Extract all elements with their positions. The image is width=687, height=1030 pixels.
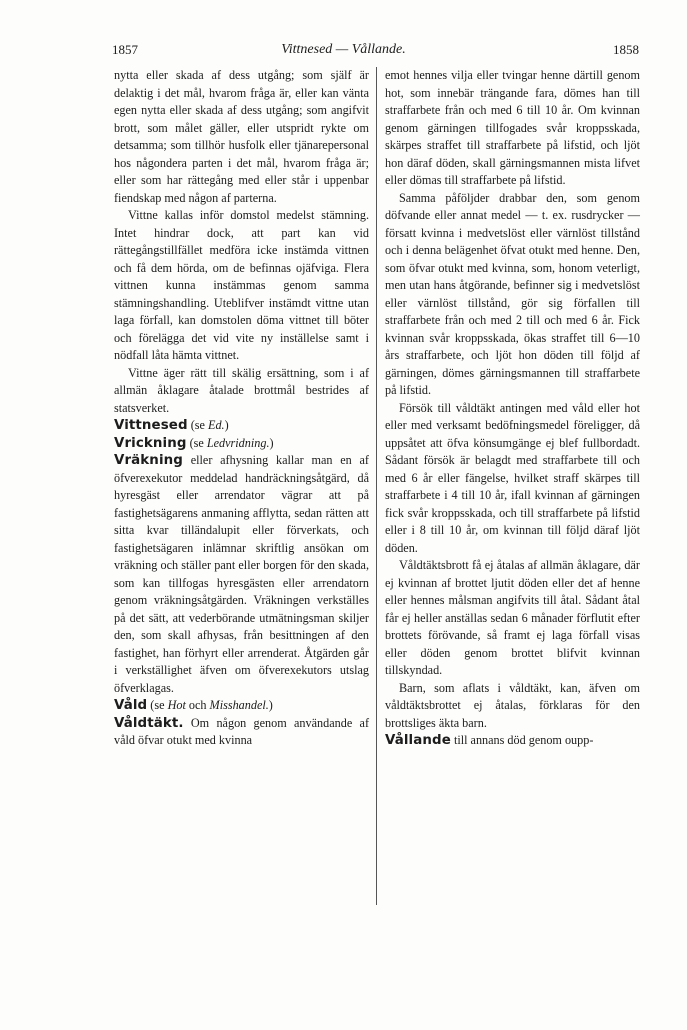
- headword: Vållande: [385, 733, 451, 748]
- cross-reference: Hot: [167, 698, 186, 712]
- right-column: [385, 67, 640, 750]
- entry-vrakning: Vräkning eller afhysning kallar man en af öfverexekutor meddelad handräckningsåtgärd, då hyresgäst eller arrendator vägrar att på fastighetsägarens anmaning afflytta, sedan rätten att sitta kvar tilländalupit eller förverkats, och fastighetsägaren inlämnar skriftlig ansökan om vräkning och ställer pant eller borgen för den skada, som kan tillfogas hyresgästen eller arrendatorn genom vräkningsåtgärden. Vräkningen verkställes på det sätt, att vederbörande utmätningsman skiljer den, som skall afhysas, från besittningen af den fastighet, han förhyrt eller arrenderat. Åtgärden går i verkställighet äfven om öfverexekutors utslag öfverklagas.: [114, 453, 369, 695]
- entry-vittnesed: Vittnesed (se Ed.): [114, 418, 229, 433]
- entry-valdtakt: Våldtäkt. Om någon genom användande af våld öfvar otukt med kvinna: [114, 715, 369, 747]
- headword: Vittnesed: [114, 418, 188, 433]
- paragraph: Vittne kallas inför domstol medelst stämning. Intet hindrar dock, att part kan vid rättegångstillfället medföra icke instämda vittnen och få dem hörda, om de befinnas ojäfviga. Flera vittnen kunna instämmas genom samma stämningshandling. Uteblifver instämdt vittne utan laga förfall, kan domstolen döma vittnet till böter och förelägga det vid vite ny inställelse samt i nödfall låta hämta vittnet.: [114, 208, 369, 362]
- cross-reference: Ed.: [208, 418, 225, 432]
- paragraph: emot hennes vilja eller tvingar henne därtill genom hot, som innebär trängande fara, dömes han till straffarbete från och med 6 till 10 år. Om kvinnan genom gärningen tillfogades svår kroppsskada, skärpes straffet till straffarbete på lifstid, och ljöt hon däraf döden, skall gärningsmannen mista lifvet eller dömas till straffarbete på lifstid.: [385, 68, 640, 187]
- paragraph: Barn, som aflats i våldtäkt, kan, äfven om våldtäktsbrottet ej åtalas, förklaras för den brottsliges äkta barn.: [385, 680, 640, 730]
- left-column: [114, 67, 369, 750]
- paragraph: Vittne äger rätt till skälig ersättning, som i af allmän åklagare åtalade brottmål bestrides af statsverket.: [114, 365, 369, 415]
- headword: Vräkning: [114, 453, 183, 468]
- cross-reference: Misshandel.: [209, 698, 269, 712]
- left-page-number: 1857: [112, 42, 138, 57]
- right-page-number: 1858: [613, 42, 639, 57]
- headword: Våldtäkt.: [114, 715, 184, 731]
- headword: Vrickning: [114, 435, 187, 451]
- running-title: Vittnesed — Vållande.: [281, 42, 406, 57]
- headword: Våld: [114, 698, 148, 713]
- entry-vrickning: Vrickning (se Ledvridning.): [114, 435, 274, 451]
- paragraph: Våldtäktsbrott få ej åtalas af allmän åklagare, där ej kvinnan af brottet ljutit döden eller det af henne eller hennes målsman angifvits till åtal. Sådant åtal får ej heller anställas sedan 6 månader förflutit efter brottets förövande, så framt ej laga förfall visas eller döden genom brottet blifvit kvinnan tillskyndad.: [385, 558, 640, 677]
- entry-vallande: Vållande till annans död genom oupp-: [385, 733, 594, 748]
- paragraph: Försök till våldtäkt antingen med våld eller hot eller med verksamt bedöfningsmedel föreligger, då uppsåtet att öfva könsumgänge ej blef fullbordadt. Sådant försök är belagdt med straffarbete till och med 6 år eller fängelse, hvilket straff skärpes till straffarbete i 4 till 10 år, ifall kvinnan af gärningen fick svår kroppsskada, och till straffarbete på lifstid eller i 8 till 10 år, om kvinnan till följd däraf ljöt döden.: [385, 400, 640, 555]
- paragraph: Samma påföljder drabbar den, som genom döfvande eller annat medel — t. ex. rusdrycker — försatt kvinna i medvetslöst eller värnlöst tillstånd och i denna belägenhet öfvat otukt med henne. Den, som öfvar otukt med kvinna, som, honom veterligt, men utan hans åtgörande, befinner sig i medvetslöst eller värnlöst tillstånd, gör sig förfallen till straffarbete från och med 2 till och med 6 år. Fick kvinnan svår kroppsskada, ökas straffet till 6—10 års straffarbete, och ljöt hon döden till följd af gärningen, dömes gärningsmannen till straffarbete på lifstid.: [385, 190, 640, 397]
- entry-vald: Våld (se Hot och Misshandel.): [114, 698, 273, 713]
- paragraph: nytta eller skada af dess utgång; som själf är delaktig i det mål, hvarom fråga är, eller kan vänta egen nytta eller skada af dess utgång; som angifvit brott, som målet gäller, eller utspridt rykte om detsamma; som tillhör husfolk eller tjänarepersonal hos någondera parten i det mål, hvarom fråga är; eller som har rättegång med eller står i uppenbar fiendskap med någon af parterna.: [114, 68, 369, 205]
- cross-reference: Ledvridning.: [206, 435, 270, 450]
- column-divider: [376, 67, 377, 905]
